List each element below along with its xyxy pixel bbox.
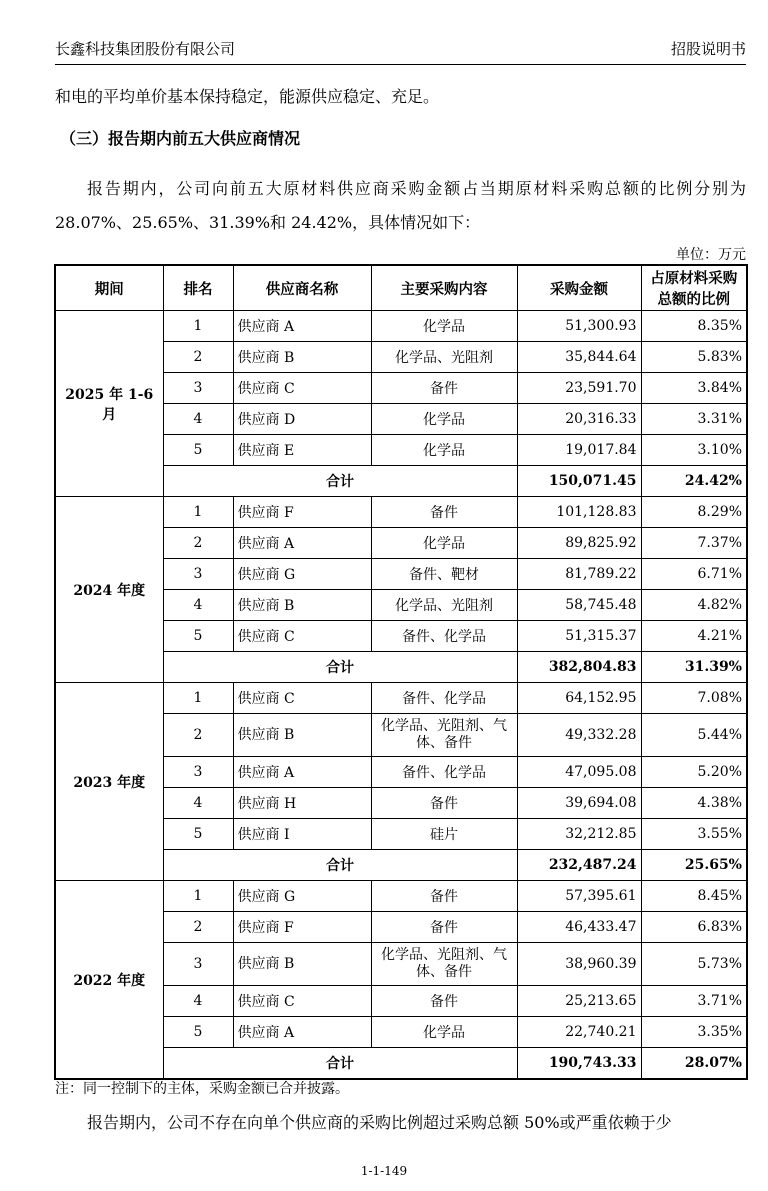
rank-cell: 2 (163, 342, 233, 373)
page-header (55, 34, 746, 65)
rank-cell: 3 (163, 943, 233, 986)
header-rank: 排名 (163, 265, 233, 311)
summary-paragraph: 报告期内，公司向前五大原材料供应商采购金额占当期原材料采购总额的比例分别为 28.07%、25.65%、31.39%和 24.42%，具体情况如下： (55, 179, 746, 232)
content-cell: 化学品 (371, 311, 517, 342)
content-cell: 化学品 (371, 528, 517, 559)
amount-cell: 32,212.85 (517, 819, 641, 850)
amount-cell: 49,332.28 (517, 714, 641, 757)
content-cell: 化学品、光阻剂、气体、备件 (371, 943, 517, 986)
total-amount: 150,071.45 (517, 466, 641, 497)
total-amount: 232,487.24 (517, 850, 641, 881)
supplier-cell: 供应商 C (233, 683, 371, 714)
supplier-cell: 供应商 E (233, 435, 371, 466)
total-label: 合计 (163, 466, 517, 497)
content-cell: 化学品 (371, 1017, 517, 1048)
company-name: 长鑫科技集团股份有限公司 (55, 40, 236, 58)
amount-cell: 20,316.33 (517, 404, 641, 435)
ratio-cell: 7.08% (641, 683, 747, 714)
rank-cell: 3 (163, 373, 233, 404)
ratio-cell: 6.83% (641, 912, 747, 943)
content-cell: 备件、靶材 (371, 559, 517, 590)
rank-cell: 5 (163, 435, 233, 466)
amount-cell: 35,844.64 (517, 342, 641, 373)
ratio-cell: 3.10% (641, 435, 747, 466)
supplier-cell: 供应商 G (233, 881, 371, 912)
content-cell: 备件 (371, 373, 517, 404)
rank-cell: 4 (163, 986, 233, 1017)
content-cell: 化学品 (371, 404, 517, 435)
total-ratio: 28.07% (641, 1048, 747, 1080)
content-cell: 备件 (371, 986, 517, 1017)
content-cell: 备件 (371, 912, 517, 943)
rank-cell: 5 (163, 1017, 233, 1048)
rank-cell: 1 (163, 881, 233, 912)
period-cell: 2022 年度 (55, 881, 163, 1080)
total-amount: 190,743.33 (517, 1048, 641, 1080)
table-body (55, 311, 747, 1080)
table-row (55, 497, 747, 528)
ratio-cell: 4.21% (641, 621, 747, 652)
supplier-cell: 供应商 B (233, 943, 371, 986)
rank-cell: 4 (163, 788, 233, 819)
rank-cell: 3 (163, 757, 233, 788)
ratio-cell: 3.31% (641, 404, 747, 435)
closing-paragraph: 报告期内，公司不存在向单个供应商的采购比例超过采购总额 50%或严重依赖于少 (87, 1113, 672, 1132)
amount-cell: 81,789.22 (517, 559, 641, 590)
ratio-cell: 3.84% (641, 373, 747, 404)
supplier-cell: 供应商 A (233, 757, 371, 788)
supplier-cell: 供应商 C (233, 986, 371, 1017)
header-ratio: 占原材料采购总额的比例 (641, 265, 747, 311)
content-cell: 化学品、光阻剂、气体、备件 (371, 714, 517, 757)
supplier-cell: 供应商 A (233, 528, 371, 559)
content-cell: 备件、化学品 (371, 621, 517, 652)
amount-cell: 23,591.70 (517, 373, 641, 404)
content-cell: 备件 (371, 881, 517, 912)
ratio-cell: 4.38% (641, 788, 747, 819)
rank-cell: 3 (163, 559, 233, 590)
supplier-cell: 供应商 A (233, 1017, 371, 1048)
period-cell: 2025 年 1-6 月 (55, 311, 163, 497)
ratio-cell: 7.37% (641, 528, 747, 559)
amount-cell: 19,017.84 (517, 435, 641, 466)
amount-cell: 22,740.21 (517, 1017, 641, 1048)
rank-cell: 1 (163, 311, 233, 342)
amount-cell: 51,315.37 (517, 621, 641, 652)
total-ratio: 25.65% (641, 850, 747, 881)
unit-label: 单位：万元 (676, 247, 746, 263)
supplier-cell: 供应商 G (233, 559, 371, 590)
header-supplier: 供应商名称 (233, 265, 371, 311)
amount-cell: 51,300.93 (517, 311, 641, 342)
supplier-cell: 供应商 H (233, 788, 371, 819)
content-cell: 备件、化学品 (371, 683, 517, 714)
total-amount: 382,804.83 (517, 652, 641, 683)
table-header-row (55, 265, 747, 311)
rank-cell: 2 (163, 912, 233, 943)
ratio-cell: 3.35% (641, 1017, 747, 1048)
amount-cell: 101,128.83 (517, 497, 641, 528)
ratio-cell: 3.71% (641, 986, 747, 1017)
total-label: 合计 (163, 1048, 517, 1080)
ratio-cell: 4.82% (641, 590, 747, 621)
rank-cell: 2 (163, 714, 233, 757)
header-amount: 采购金额 (517, 265, 641, 311)
supplier-cell: 供应商 I (233, 819, 371, 850)
supplier-cell: 供应商 D (233, 404, 371, 435)
total-ratio: 31.39% (641, 652, 747, 683)
content-cell: 备件 (371, 497, 517, 528)
supplier-cell: 供应商 B (233, 714, 371, 757)
rank-cell: 5 (163, 819, 233, 850)
content-cell: 化学品、光阻剂 (371, 590, 517, 621)
supplier-cell: 供应商 A (233, 311, 371, 342)
content-cell: 备件 (371, 788, 517, 819)
total-label: 合计 (163, 652, 517, 683)
ratio-cell: 8.29% (641, 497, 747, 528)
header-content: 主要采购内容 (371, 265, 517, 311)
ratio-cell: 6.71% (641, 559, 747, 590)
ratio-cell: 5.44% (641, 714, 747, 757)
total-ratio: 24.42% (641, 466, 747, 497)
table-note: 注：同一控制下的主体，采购金额已合并披露。 (55, 1081, 349, 1097)
document-type: 招股说明书 (670, 40, 746, 58)
amount-cell: 39,694.08 (517, 788, 641, 819)
period-cell: 2023 年度 (55, 683, 163, 881)
ratio-cell: 5.83% (641, 342, 747, 373)
content-cell: 硅片 (371, 819, 517, 850)
header-period: 期间 (55, 265, 163, 311)
ratio-cell: 3.55% (641, 819, 747, 850)
table-row (55, 311, 747, 342)
content-cell: 化学品、光阻剂 (371, 342, 517, 373)
period-cell: 2024 年度 (55, 497, 163, 683)
table-row (55, 683, 747, 714)
ratio-cell: 5.73% (641, 943, 747, 986)
ratio-cell: 8.35% (641, 311, 747, 342)
supplier-cell: 供应商 F (233, 912, 371, 943)
amount-cell: 25,213.65 (517, 986, 641, 1017)
amount-cell: 46,433.47 (517, 912, 641, 943)
table-row (55, 881, 747, 912)
top-suppliers-table (54, 264, 748, 1080)
amount-cell: 58,745.48 (517, 590, 641, 621)
intro-line: 和电的平均单价基本保持稳定，能源供应稳定、充足。 (55, 87, 440, 106)
ratio-cell: 8.45% (641, 881, 747, 912)
amount-cell: 38,960.39 (517, 943, 641, 986)
supplier-cell: 供应商 C (233, 373, 371, 404)
amount-cell: 57,395.61 (517, 881, 641, 912)
ratio-cell: 5.20% (641, 757, 747, 788)
section-heading: （三）报告期内前五大供应商情况 (60, 129, 301, 148)
rank-cell: 4 (163, 404, 233, 435)
rank-cell: 1 (163, 497, 233, 528)
page-number: 1-1-149 (360, 1164, 408, 1178)
supplier-cell: 供应商 C (233, 621, 371, 652)
supplier-cell: 供应商 B (233, 590, 371, 621)
amount-cell: 89,825.92 (517, 528, 641, 559)
rank-cell: 4 (163, 590, 233, 621)
rank-cell: 5 (163, 621, 233, 652)
rank-cell: 2 (163, 528, 233, 559)
total-label: 合计 (163, 850, 517, 881)
amount-cell: 64,152.95 (517, 683, 641, 714)
supplier-cell: 供应商 B (233, 342, 371, 373)
rank-cell: 1 (163, 683, 233, 714)
supplier-cell: 供应商 F (233, 497, 371, 528)
amount-cell: 47,095.08 (517, 757, 641, 788)
content-cell: 化学品 (371, 435, 517, 466)
content-cell: 备件、化学品 (371, 757, 517, 788)
